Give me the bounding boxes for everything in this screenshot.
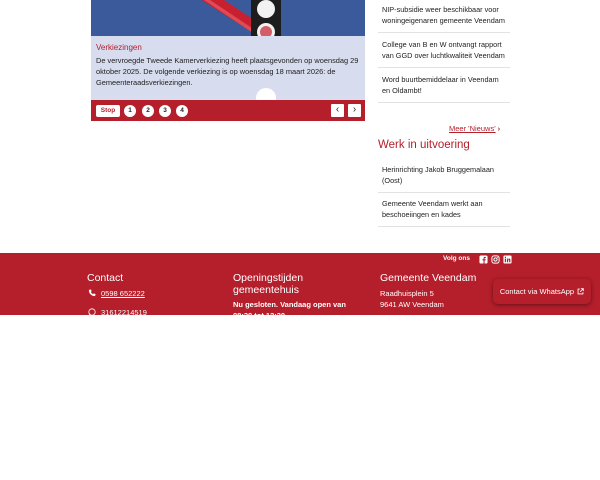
work-item[interactable]: Gemeente Veendam werkt aan beschoeiingen en kades (378, 193, 510, 227)
election-illustration (91, 0, 365, 36)
chevron-right-icon: › (497, 124, 501, 133)
work-item[interactable]: Herinrichting Jakob Bruggemalaan (Oost) (378, 159, 510, 193)
whatsapp-button-label: Contact via WhatsApp (499, 287, 575, 296)
external-link-icon (577, 288, 584, 295)
follow-us-label: Volg ons (443, 255, 470, 262)
whatsapp-icon (88, 308, 96, 316)
slide-caption (91, 36, 365, 100)
slide-page-3-button[interactable]: 3 (159, 105, 171, 117)
contact-title: Contact (87, 272, 124, 284)
work-section-title: Werk in uitvoering (378, 139, 470, 151)
chevron-right-icon: › (352, 104, 357, 115)
work-list (378, 159, 510, 227)
news-slider (91, 0, 365, 121)
stop-button[interactable]: Stop (96, 105, 120, 117)
slide-text: De vervroegde Tweede Kamerverkiezing heeft plaatsgevonden op woensdag 29 oktober 2025. De volgende verkiezing is op woensdag 18 maart 2026: de Gemeenteraadsverkiezingen. (96, 56, 359, 87)
whatsapp-contact-button[interactable] (493, 279, 591, 304)
slide-image (91, 0, 365, 36)
slider-controls (91, 100, 365, 121)
slide-page-2-button[interactable]: 2 (142, 105, 154, 117)
address-postal: 9641 AW Veendam (380, 300, 444, 309)
news-item[interactable]: Word buurtbemiddelaar in Veendam en Oldambt! (378, 68, 510, 103)
phone-icon (88, 289, 96, 297)
opening-hours-text: Nu gesloten. Vandaag open van 08:30 tot 12:30 (233, 300, 346, 320)
more-news-label: Meer 'Nieuws' (449, 124, 496, 133)
opening-hours-title: Openingstijden gemeentehuis (233, 272, 304, 296)
address-street: Raadhuisplein 5 (380, 289, 434, 298)
more-news-link[interactable] (449, 124, 500, 133)
news-item[interactable]: College van B en W ontvangt rapport van GGD over luchtkwaliteit Veendam (378, 33, 510, 68)
slide-title[interactable]: Verkiezingen (96, 43, 142, 52)
slide-page-4-button[interactable]: 4 (176, 105, 188, 117)
chevron-left-icon: ‹ (335, 104, 340, 115)
facebook-icon[interactable] (479, 255, 488, 264)
news-item[interactable]: NIP-subsidie weer beschikbaar voor woningeigenaren gemeente Veendam (378, 0, 510, 33)
slide-page-1-button[interactable]: 1 (124, 105, 136, 117)
news-list (378, 0, 510, 103)
prev-slide-button[interactable] (331, 104, 344, 117)
linkedin-icon[interactable] (503, 255, 512, 264)
whatsapp-number-link[interactable]: 31612214519 (101, 308, 147, 317)
instagram-icon[interactable] (491, 255, 500, 264)
next-slide-button[interactable] (348, 104, 361, 117)
ballot-circles-decoration (251, 36, 281, 100)
organization-title: Gemeente Veendam (380, 272, 477, 284)
phone-link[interactable]: 0598 652222 (101, 289, 145, 298)
